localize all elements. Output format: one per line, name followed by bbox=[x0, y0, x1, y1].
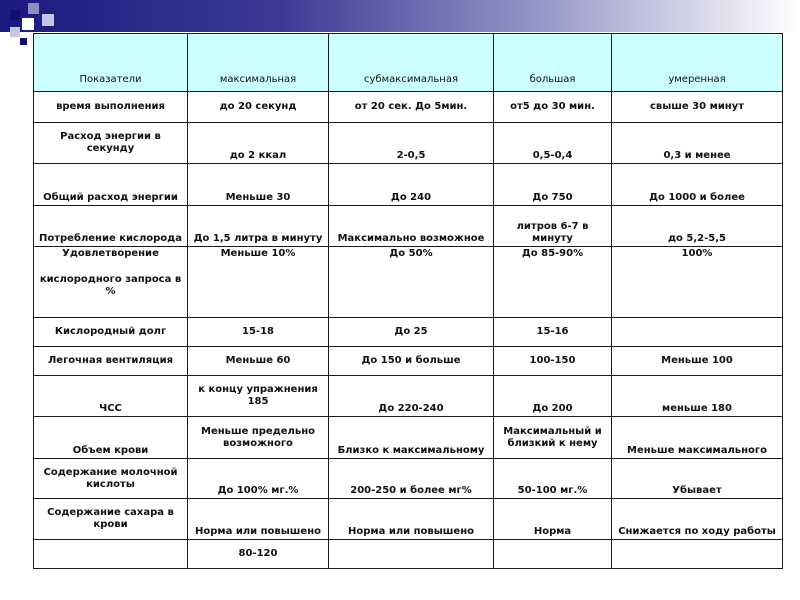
table-row bbox=[34, 247, 783, 318]
table-cell: Меньше 60 bbox=[188, 347, 329, 376]
row-label: Объем крови bbox=[34, 417, 188, 459]
row-label: Содержание молочной кислоты bbox=[34, 459, 188, 499]
table-cell: 15-18 bbox=[188, 318, 329, 347]
table-cell: 80-120 bbox=[188, 540, 329, 569]
table-cell: Меньше максимального bbox=[612, 417, 783, 459]
table-row bbox=[34, 459, 783, 499]
table-row bbox=[34, 92, 783, 123]
table-cell: до 2 ккал bbox=[188, 123, 329, 164]
table-cell: 0,3 и менее bbox=[612, 123, 783, 164]
row-label: Общий расход энергии bbox=[34, 164, 188, 206]
decor-square-light bbox=[42, 14, 54, 26]
table-row bbox=[34, 347, 783, 376]
table-cell: Снижается по ходу работы bbox=[612, 499, 783, 540]
table-cell: Норма bbox=[494, 499, 612, 540]
table-cell bbox=[612, 540, 783, 569]
table-cell bbox=[494, 540, 612, 569]
table-header-row bbox=[34, 34, 783, 92]
table-cell: 50-100 мг.% bbox=[494, 459, 612, 499]
table-row bbox=[34, 206, 783, 247]
table-cell: До 750 bbox=[494, 164, 612, 206]
table-cell: литров 6-7 в минуту bbox=[494, 206, 612, 247]
row-label-bottom: кислородного запроса в % bbox=[39, 274, 182, 297]
table-cell: меньше 180 bbox=[612, 376, 783, 417]
row-label: Легочная вентиляция bbox=[34, 347, 188, 376]
table-row bbox=[34, 164, 783, 206]
table-cell: До 240 bbox=[329, 164, 494, 206]
table-cell: Меньше 30 bbox=[188, 164, 329, 206]
decor-square-dark-2 bbox=[20, 38, 27, 45]
comparison-table bbox=[33, 33, 783, 569]
header-decoration-band bbox=[0, 0, 800, 32]
table-cell: Максимальный и близкий к нему bbox=[494, 417, 612, 459]
table-cell: Меньше 100 bbox=[612, 347, 783, 376]
table-cell: от 20 сек. До 5мин. bbox=[329, 92, 494, 123]
table-cell: До 1000 и более bbox=[612, 164, 783, 206]
table-cell: Меньше предельно возможного bbox=[188, 417, 329, 459]
table-cell: до 20 секунд bbox=[188, 92, 329, 123]
row-label bbox=[34, 540, 188, 569]
table-cell: Норма или повышено bbox=[188, 499, 329, 540]
table-row bbox=[34, 318, 783, 347]
table-cell: До 50% bbox=[329, 247, 494, 318]
table-row bbox=[34, 499, 783, 540]
table-cell: До 85-90% bbox=[494, 247, 612, 318]
row-label: Расход энергии в секунду bbox=[34, 123, 188, 164]
table-cell: Максимально возможное bbox=[329, 206, 494, 247]
decor-square-mid bbox=[28, 3, 39, 14]
table-cell: До 200 bbox=[494, 376, 612, 417]
row-label bbox=[34, 247, 188, 318]
column-header-large: большая bbox=[494, 34, 612, 92]
table-cell: 0,5-0,4 bbox=[494, 123, 612, 164]
table-cell: 100-150 bbox=[494, 347, 612, 376]
decor-square-light-2 bbox=[10, 27, 20, 37]
table-cell bbox=[612, 318, 783, 347]
table-cell: к концу упражнения 185 bbox=[188, 376, 329, 417]
table-cell: Меньше 10% bbox=[188, 247, 329, 318]
column-header-moderate: умеренная bbox=[612, 34, 783, 92]
column-header-indicators: Показатели bbox=[34, 34, 188, 92]
row-label: Потребление кислорода bbox=[34, 206, 188, 247]
table-cell: Близко к максимальному bbox=[329, 417, 494, 459]
row-label-spacer bbox=[37, 260, 184, 274]
column-header-submaximal: субмаксимальная bbox=[329, 34, 494, 92]
table-row bbox=[34, 540, 783, 569]
table-cell: До 220-240 bbox=[329, 376, 494, 417]
decor-square-dark bbox=[10, 10, 20, 20]
row-label: Содержание сахара в крови bbox=[34, 499, 188, 540]
table-cell: 15-16 bbox=[494, 318, 612, 347]
table-cell: До 100% мг.% bbox=[188, 459, 329, 499]
table-cell: 2-0,5 bbox=[329, 123, 494, 164]
table-cell bbox=[329, 540, 494, 569]
row-label-top: Удовлетворение bbox=[62, 248, 159, 259]
row-label: Кислородный долг bbox=[34, 318, 188, 347]
table-cell: До 1,5 литра в минуту bbox=[188, 206, 329, 247]
table-cell: До 150 и больше bbox=[329, 347, 494, 376]
column-header-maximal: максимальная bbox=[188, 34, 329, 92]
decor-square-white bbox=[22, 18, 34, 30]
table-cell: Норма или повышено bbox=[329, 499, 494, 540]
row-label: время выполнения bbox=[34, 92, 188, 123]
table-cell: свыше 30 минут bbox=[612, 92, 783, 123]
table-cell: До 25 bbox=[329, 318, 494, 347]
table-cell: от5 до 30 мин. bbox=[494, 92, 612, 123]
table-cell: до 5,2-5,5 bbox=[612, 206, 783, 247]
table-row bbox=[34, 376, 783, 417]
table-cell: 100% bbox=[612, 247, 783, 318]
table-row bbox=[34, 123, 783, 164]
table-cell: 200-250 и более мг% bbox=[329, 459, 494, 499]
table-row bbox=[34, 417, 783, 459]
table-cell: Убывает bbox=[612, 459, 783, 499]
row-label: ЧСС bbox=[34, 376, 188, 417]
